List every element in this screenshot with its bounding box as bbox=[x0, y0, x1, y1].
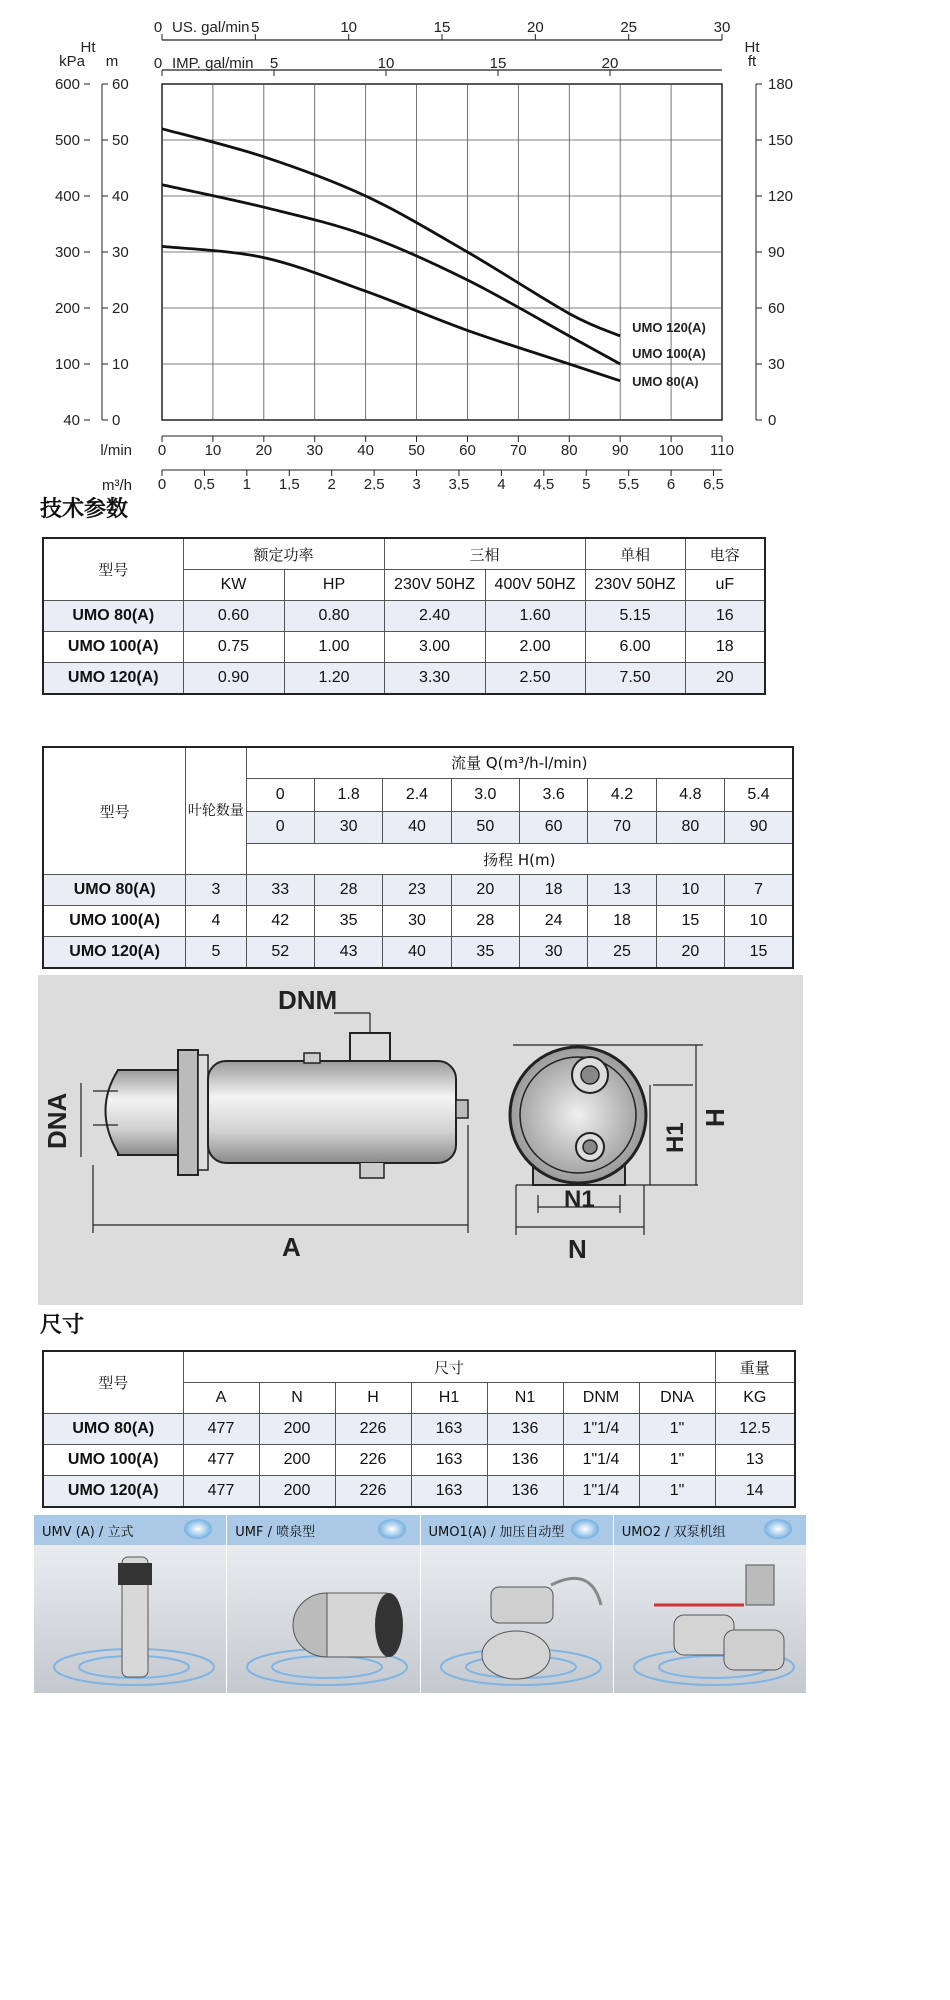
us-gal-axis-label: US. gal/min bbox=[172, 19, 250, 36]
flow-m3h-value: 2.4 bbox=[383, 778, 451, 811]
kpa-tick-label: 200 bbox=[54, 300, 80, 317]
head-value-cell: 52 bbox=[246, 937, 314, 969]
cell: 2.50 bbox=[485, 663, 585, 695]
m-tick-label: 0 bbox=[112, 412, 121, 429]
col-weight: 重量 bbox=[715, 1351, 795, 1383]
ft-axis-label: ft bbox=[747, 53, 757, 70]
dimension-cell: 1" bbox=[639, 1445, 715, 1476]
flow-m3h-value: 4.8 bbox=[656, 778, 724, 811]
m3h-tick-label: 5,5 bbox=[618, 476, 640, 490]
model-cell: UMO 80(A) bbox=[43, 601, 183, 632]
us-gal-tick-label: 20 bbox=[526, 19, 544, 36]
model-cell: UMO 80(A) bbox=[43, 875, 186, 906]
us-gal-tick-label: 10 bbox=[340, 19, 358, 36]
m-tick-label: 30 bbox=[112, 244, 129, 261]
series-label: UMO 120(A) bbox=[632, 320, 706, 335]
table-row bbox=[43, 1445, 795, 1476]
lmin-tick-label: 60 bbox=[459, 442, 476, 459]
kpa-tick-label: 600 bbox=[54, 76, 80, 93]
ft-tick-label: 0 bbox=[768, 412, 777, 429]
dims-col-dnm: DNM bbox=[563, 1383, 639, 1414]
water-badge-icon bbox=[764, 1519, 792, 1539]
dimension-cell: 1"1/4 bbox=[563, 1414, 639, 1445]
tech-params-table bbox=[42, 537, 766, 695]
tech-section-title: 技术参数 bbox=[40, 497, 129, 522]
dimension-cell: 226 bbox=[335, 1476, 411, 1508]
cell: 2.40 bbox=[384, 601, 485, 632]
head-value-cell: 35 bbox=[451, 937, 519, 969]
weight-cell: 14 bbox=[715, 1476, 795, 1508]
lmin-tick-label: 40 bbox=[357, 442, 374, 459]
head-value-cell: 40 bbox=[383, 937, 451, 969]
model-cell: UMO 80(A) bbox=[43, 1414, 183, 1445]
dims-col-a: A bbox=[183, 1383, 259, 1414]
product-label: UMO2 / 双泵机组 bbox=[614, 1515, 806, 1545]
cell: 7.50 bbox=[585, 663, 685, 695]
m3h-tick-label: 4 bbox=[497, 476, 506, 490]
lmin-tick-label: 30 bbox=[306, 442, 324, 459]
dimension-cell: 1" bbox=[639, 1476, 715, 1508]
side-view bbox=[106, 1033, 469, 1178]
dimension-cell: 477 bbox=[183, 1476, 259, 1508]
imp-gal-tick-label: 5 bbox=[269, 55, 279, 72]
flow-m3h-value: 5.4 bbox=[725, 778, 793, 811]
kpa-axis-label: kPa bbox=[59, 53, 85, 70]
us-gal-tick-label: 25 bbox=[620, 19, 638, 36]
m3h-tick-label: 3,5 bbox=[448, 476, 470, 490]
dimension-cell: 200 bbox=[259, 1414, 335, 1445]
head-value-cell: 10 bbox=[656, 875, 724, 906]
col-230v: 230V 50HZ bbox=[384, 570, 485, 601]
impeller-count-cell: 4 bbox=[186, 906, 246, 937]
series-label: UMO 80(A) bbox=[632, 374, 699, 389]
front-view bbox=[510, 1047, 646, 1185]
head-value-cell: 30 bbox=[520, 937, 588, 969]
head-value-cell: 42 bbox=[246, 906, 314, 937]
m-tick-label: 50 bbox=[112, 132, 129, 149]
model-cell: UMO 120(A) bbox=[43, 937, 186, 969]
flow-lmin-value: 70 bbox=[588, 811, 656, 844]
table-row bbox=[43, 1476, 795, 1508]
imp-gal-tick-label: 20 bbox=[601, 55, 619, 72]
col-400v: 400V 50HZ bbox=[485, 570, 585, 601]
cell: 16 bbox=[685, 601, 765, 632]
kpa-tick-label: 500 bbox=[54, 132, 80, 149]
dimension-cell: 1"1/4 bbox=[563, 1445, 639, 1476]
series-label: UMO 100(A) bbox=[632, 346, 706, 361]
dims-col-n1: N1 bbox=[487, 1383, 563, 1414]
col-uf: uF bbox=[685, 570, 765, 601]
dims-col-kg: KG bbox=[715, 1383, 795, 1414]
cell: 0.75 bbox=[183, 632, 284, 663]
flow-lmin-value: 40 bbox=[383, 811, 451, 844]
cell: 6.00 bbox=[585, 632, 685, 663]
product-label: UMV (A) / 立式 bbox=[34, 1515, 226, 1545]
product-strip bbox=[34, 1515, 806, 1693]
lmin-tick-label: 110 bbox=[710, 442, 734, 459]
m3h-tick-label: 1,5 bbox=[278, 476, 300, 490]
table-row bbox=[43, 601, 765, 632]
kpa-tick-label: 100 bbox=[54, 356, 80, 373]
dimension-cell: 163 bbox=[411, 1414, 487, 1445]
m3h-tick-label: 6 bbox=[666, 476, 676, 490]
ft-tick-label: 90 bbox=[768, 244, 785, 261]
m3h-tick-label: 6,5 bbox=[703, 476, 724, 490]
dimension-cell: 163 bbox=[411, 1476, 487, 1508]
product-card bbox=[227, 1515, 420, 1693]
cell: 0.80 bbox=[284, 601, 384, 632]
twin-pump-icon bbox=[614, 1545, 807, 1693]
label-n1: N1 bbox=[564, 1186, 595, 1213]
lmin-tick-label: 80 bbox=[560, 442, 578, 459]
col-230v-single: 230V 50HZ bbox=[585, 570, 685, 601]
us-gal-tick-label: 5 bbox=[251, 19, 260, 36]
cell: 1.60 bbox=[485, 601, 585, 632]
performance-chart bbox=[0, 0, 950, 490]
dimension-cell: 163 bbox=[411, 1445, 487, 1476]
water-badge-icon bbox=[378, 1519, 406, 1539]
dimension-cell: 1"1/4 bbox=[563, 1476, 639, 1508]
lmin-tick-label: 50 bbox=[408, 442, 425, 459]
flow-lmin-value: 80 bbox=[656, 811, 724, 844]
m3h-tick-label: 2,5 bbox=[363, 476, 385, 490]
head-value-cell: 15 bbox=[725, 937, 793, 969]
head-value-cell: 24 bbox=[520, 906, 588, 937]
ft-tick-label: 180 bbox=[768, 76, 794, 93]
flow-m3h-value: 0 bbox=[246, 778, 314, 811]
m3h-axis-label: m³/h bbox=[102, 477, 132, 490]
label-dna: DNA bbox=[42, 1092, 72, 1149]
head-value-cell: 7 bbox=[725, 875, 793, 906]
label-h: H bbox=[700, 1108, 730, 1127]
cell: 20 bbox=[685, 663, 765, 695]
cell: 5.15 bbox=[585, 601, 685, 632]
us-gal-tick-label: 0 bbox=[153, 19, 163, 36]
product-label: UMF / 喷泉型 bbox=[227, 1515, 419, 1545]
col-single-phase: 单相 bbox=[585, 538, 685, 570]
col-head: 扬程 H(m) bbox=[246, 844, 793, 875]
col-hp: HP bbox=[284, 570, 384, 601]
head-value-cell: 33 bbox=[246, 875, 314, 906]
product-card bbox=[421, 1515, 614, 1693]
head-value-cell: 18 bbox=[588, 906, 656, 937]
impeller-count-cell: 5 bbox=[186, 937, 246, 969]
lmin-tick-label: 70 bbox=[510, 442, 527, 459]
imp-gal-tick-label: 0 bbox=[153, 55, 163, 72]
m-tick-label: 40 bbox=[112, 188, 129, 205]
cell: 0.60 bbox=[183, 601, 284, 632]
head-value-cell: 30 bbox=[383, 906, 451, 937]
table-row bbox=[43, 906, 793, 937]
imp-gal-tick-label: 15 bbox=[489, 55, 507, 72]
lmin-tick-label: 20 bbox=[255, 442, 273, 459]
us-gal-tick-label: 30 bbox=[713, 19, 731, 36]
label-dnm: DNM bbox=[278, 985, 338, 1015]
dimension-cell: 477 bbox=[183, 1445, 259, 1476]
table-row bbox=[43, 663, 765, 695]
flow-lmin-value: 50 bbox=[451, 811, 519, 844]
dims-col-h: H bbox=[335, 1383, 411, 1414]
dimension-drawing bbox=[38, 975, 803, 1305]
model-cell: UMO 120(A) bbox=[43, 1476, 183, 1508]
cell: 3.00 bbox=[384, 632, 485, 663]
ft-tick-label: 60 bbox=[768, 300, 785, 317]
water-badge-icon bbox=[571, 1519, 599, 1539]
col-model: 型号 bbox=[43, 1351, 183, 1414]
lmin-tick-label: 100 bbox=[658, 442, 684, 459]
head-value-cell: 20 bbox=[656, 937, 724, 969]
head-value-cell: 43 bbox=[314, 937, 382, 969]
label-n: N bbox=[568, 1234, 587, 1264]
dims-col-h1: H1 bbox=[411, 1383, 487, 1414]
head-value-cell: 20 bbox=[451, 875, 519, 906]
lmin-axis-label: l/min bbox=[100, 442, 132, 459]
product-card bbox=[614, 1515, 806, 1693]
head-value-cell: 28 bbox=[314, 875, 382, 906]
m-tick-label: 10 bbox=[112, 356, 129, 373]
ht-label: Ht bbox=[80, 39, 96, 56]
ft-tick-label: 30 bbox=[768, 356, 785, 373]
flow-lmin-value: 30 bbox=[314, 811, 382, 844]
m3h-tick-label: 0,5 bbox=[193, 476, 215, 490]
lmin-tick-label: 10 bbox=[204, 442, 222, 459]
flow-m3h-value: 3.6 bbox=[520, 778, 588, 811]
dimension-cell: 477 bbox=[183, 1414, 259, 1445]
lmin-tick-label: 0 bbox=[157, 442, 167, 459]
dimension-cell: 226 bbox=[335, 1414, 411, 1445]
ft-ht-label: Ht bbox=[744, 39, 760, 56]
product-label: UMO1(A) / 加压自动型 bbox=[421, 1515, 613, 1545]
m-axis-label: m bbox=[105, 53, 119, 70]
head-value-cell: 13 bbox=[588, 875, 656, 906]
weight-cell: 12.5 bbox=[715, 1414, 795, 1445]
model-cell: UMO 100(A) bbox=[43, 632, 183, 663]
kpa-tick-label: 400 bbox=[54, 188, 80, 205]
booster-pump-icon bbox=[421, 1545, 614, 1693]
model-cell: UMO 100(A) bbox=[43, 906, 186, 937]
flow-m3h-value: 4.2 bbox=[588, 778, 656, 811]
ft-tick-label: 120 bbox=[768, 188, 794, 205]
col-size: 尺寸 bbox=[183, 1351, 715, 1383]
imp-gal-tick-label: 10 bbox=[377, 55, 395, 72]
cell: 18 bbox=[685, 632, 765, 663]
col-capacitor: 电容 bbox=[685, 538, 765, 570]
dimension-cell: 136 bbox=[487, 1445, 563, 1476]
ft-tick-label: 150 bbox=[768, 132, 794, 149]
table-row bbox=[43, 875, 793, 906]
col-model: 型号 bbox=[43, 747, 186, 875]
col-rated-power: 额定功率 bbox=[183, 538, 384, 570]
col-kw: KW bbox=[183, 570, 284, 601]
us-gal-tick-label: 15 bbox=[433, 19, 451, 36]
table-row bbox=[43, 1414, 795, 1445]
m3h-tick-label: 3 bbox=[412, 476, 421, 490]
fountain-pump-icon bbox=[227, 1545, 420, 1693]
dimension-cell: 1" bbox=[639, 1414, 715, 1445]
col-flow-rate: 流量 Q(m³/h-l/min) bbox=[246, 747, 793, 778]
model-cell: UMO 120(A) bbox=[43, 663, 183, 695]
m3h-tick-label: 2 bbox=[327, 476, 336, 490]
model-cell: UMO 100(A) bbox=[43, 1445, 183, 1476]
table-row bbox=[43, 632, 765, 663]
cell: 2.00 bbox=[485, 632, 585, 663]
vertical-pump-icon bbox=[34, 1545, 227, 1693]
cell: 0.90 bbox=[183, 663, 284, 695]
cell: 3.30 bbox=[384, 663, 485, 695]
flow-head-table bbox=[42, 746, 794, 969]
dimension-cell: 200 bbox=[259, 1476, 335, 1508]
col-impeller-count: 叶轮数量 bbox=[186, 747, 246, 875]
label-a: A bbox=[282, 1232, 301, 1262]
dimension-cell: 200 bbox=[259, 1445, 335, 1476]
cell: 1.20 bbox=[284, 663, 384, 695]
dimension-cell: 136 bbox=[487, 1476, 563, 1508]
table-row bbox=[43, 937, 793, 969]
label-h1: H1 bbox=[662, 1122, 689, 1153]
flow-m3h-value: 1.8 bbox=[314, 778, 382, 811]
m-tick-label: 20 bbox=[112, 300, 129, 317]
m3h-tick-label: 0 bbox=[157, 476, 167, 490]
dimension-cell: 136 bbox=[487, 1414, 563, 1445]
dims-col-n: N bbox=[259, 1383, 335, 1414]
head-value-cell: 15 bbox=[656, 906, 724, 937]
kpa-tick-label: 40 bbox=[63, 412, 80, 429]
dims-section-title: 尺寸 bbox=[40, 1313, 85, 1338]
m-tick-label: 60 bbox=[112, 76, 129, 93]
flow-lmin-value: 0 bbox=[246, 811, 314, 844]
imp-gal-axis-label: IMP. gal/min bbox=[172, 55, 254, 72]
col-model: 型号 bbox=[43, 538, 183, 601]
cell: 1.00 bbox=[284, 632, 384, 663]
kpa-tick-label: 300 bbox=[54, 244, 80, 261]
flow-lmin-value: 60 bbox=[520, 811, 588, 844]
dimension-cell: 226 bbox=[335, 1445, 411, 1476]
m3h-tick-label: 5 bbox=[582, 476, 591, 490]
m3h-tick-label: 1 bbox=[242, 476, 252, 490]
flow-m3h-value: 3.0 bbox=[451, 778, 519, 811]
head-value-cell: 18 bbox=[520, 875, 588, 906]
dimensions-table bbox=[42, 1350, 796, 1508]
head-value-cell: 10 bbox=[725, 906, 793, 937]
weight-cell: 13 bbox=[715, 1445, 795, 1476]
impeller-count-cell: 3 bbox=[186, 875, 246, 906]
flow-lmin-value: 90 bbox=[725, 811, 793, 844]
head-value-cell: 35 bbox=[314, 906, 382, 937]
col-three-phase: 三相 bbox=[384, 538, 585, 570]
head-value-cell: 23 bbox=[383, 875, 451, 906]
m3h-tick-label: 4,5 bbox=[533, 476, 555, 490]
dims-col-dna: DNA bbox=[639, 1383, 715, 1414]
head-value-cell: 25 bbox=[588, 937, 656, 969]
head-value-cell: 28 bbox=[451, 906, 519, 937]
product-card bbox=[34, 1515, 227, 1693]
lmin-tick-label: 90 bbox=[611, 442, 629, 459]
